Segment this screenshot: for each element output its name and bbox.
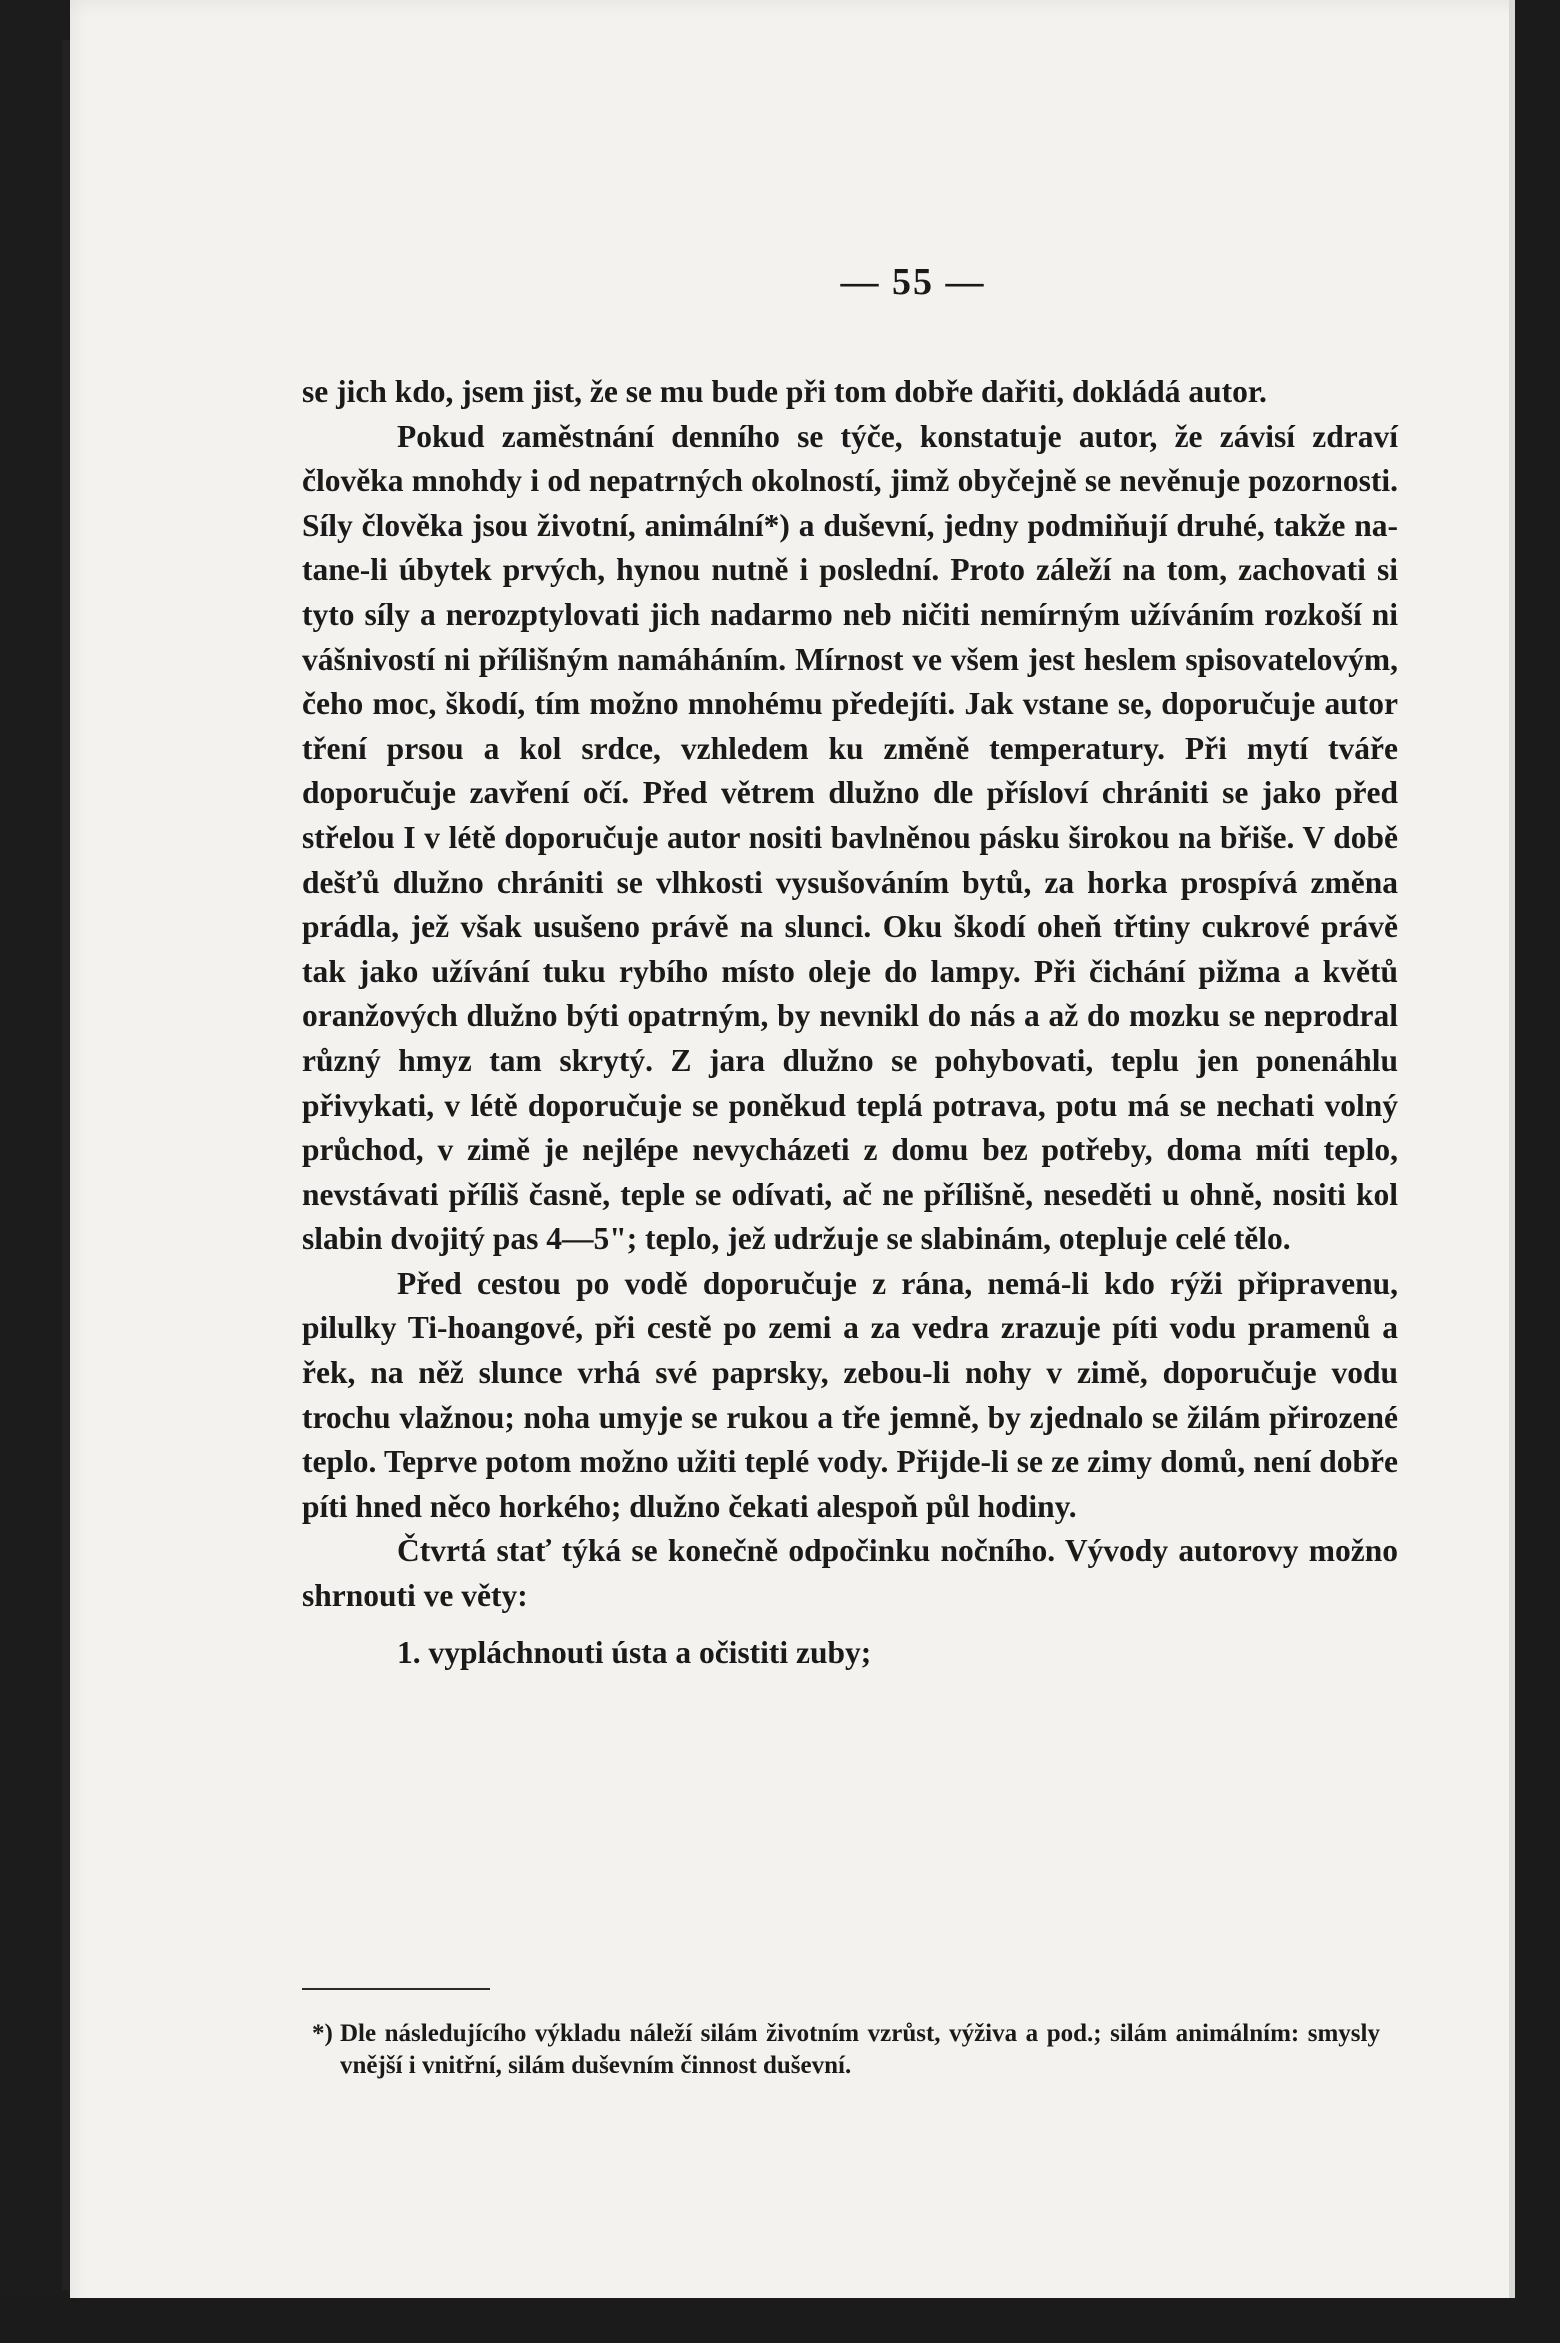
footnote-mark: *) <box>312 2020 333 2047</box>
footnote-text: Dle následujícího výkladu náleží silám životním vzrůst, výživa a pod.; silám animálním: smysly vnější i vnitřní, silám duševním činnost duševní. <box>340 2020 1380 2079</box>
paragraph: Pokud zaměstnání denního se týče, konstatuje autor, že závisí zdraví člověka mnohdy i od nepatrných okolností, jimž obyčejně se nevěnuje pozornosti. Síly člověka jsou životní, animální*) a duševní, jedny podmiňují druhé, takže na-tane-li úbytek prvých, hynou nutně i poslední. Proto záleží na tom, zachovati si tyto síly a nerozptylovati jich nadarmo neb ničiti nemírným užíváním rozkoší ni vášnivostí ni přílišným namáháním. Mírnost ve všem jest heslem spisovatelovým, čeho moc, škodí, tím možno mnohému předejíti. Jak vstane se, doporučuje autor tření prsou a kol srdce, vzhledem ku změně temperatury. Při mytí tváře doporučuje zavření očí. Před větrem dlužno dle přísloví chrániti se jako před střelou I v létě doporučuje autor nositi bavlněnou pásku širokou na břiše. V době dešťů dlužno chrániti se vlhkosti vysušováním bytů, za horka prospívá změna prádla, jež však usušeno právě na slunci. Oku škodí oheň třtiny cukrové právě tak jako užívání tuku rybího místo oleje do lampy. Při čichání pižma a květů oranžových dlužno býti opatrným, by nevnikl do nás a až do mozku se neprodral různý hmyz tam skrytý. Z jara dlužno se pohybovati, teplu jen ponenáhlu přivykati, v létě doporučuje se poněkud teplá potrava, potu má se nechati volný průchod, v zimě je nejlépe nevycházeti z domu bez potřeby, doma míti teplo, nevstávati příliš časně, teple se odívati, ač ne přílišně, neseděti u ohně, nositi kol slabin dvojitý pas 4—5"; teplo, jež udržuje se slabinám, otepluje celé tělo. <box>302 418 1398 1257</box>
paragraph: Před cestou po vodě doporučuje z rána, nemá-li kdo rýži připravenu, pilulky Ti-hoangové, při cestě po zemi a za vedra zrazuje píti vodu pramenů a řek, na něž slunce vrhá své paprsky, zebou-li nohy v zimě, doporučuje vodu trochu vlažnou; noha umyje se rukou a tře jemně, by zjednalo se žilám přirozené teplo. Teprve potom možno užiti teplé vody. Přijde-li se ze zimy domů, není dobře píti hned něco horkého; dlužno čekati alespoň půl hodiny. <box>302 1265 1398 1524</box>
paragraph: Čtvrtá stať týká se konečně odpočinku nočního. Vývody autorovy možno shrnouti ve věty: <box>302 1533 1398 1614</box>
paragraph-continuation: se jich kdo, jsem jist, že se mu bude při tom dobře dařiti, dokládá autor. <box>302 374 1267 409</box>
page-body <box>302 370 1398 1675</box>
list-item: 1. vypláchnouti ústa a očistiti zuby; <box>397 1634 872 1670</box>
page-number: — 55 — <box>840 261 986 303</box>
footnote-separator <box>302 1988 490 1990</box>
scan-border-bottom <box>0 2298 1560 2343</box>
scan-border-right <box>1515 0 1560 2343</box>
footnote <box>312 2018 1380 2082</box>
